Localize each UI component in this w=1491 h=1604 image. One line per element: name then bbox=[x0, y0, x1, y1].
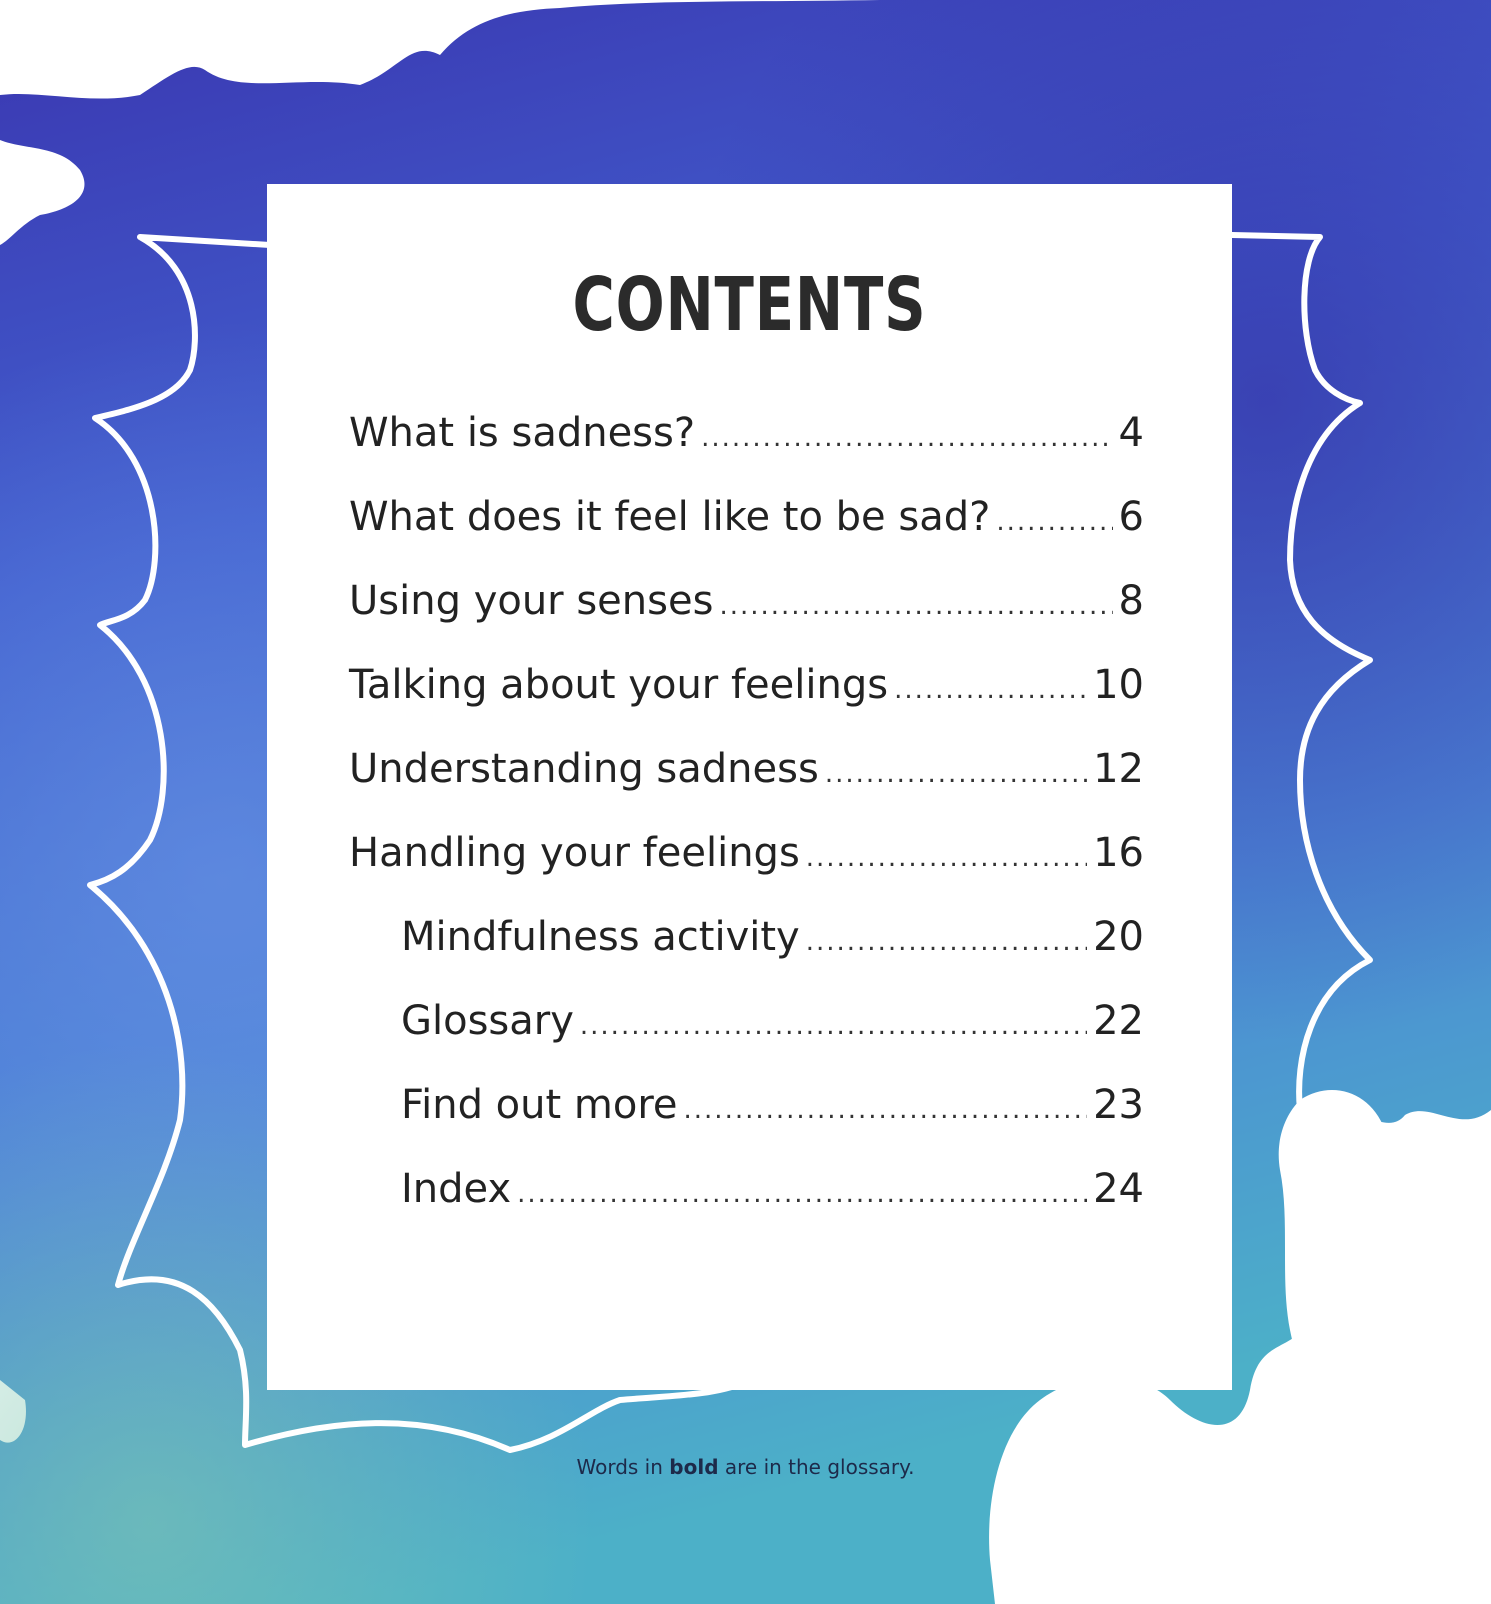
toc-entry[interactable] bbox=[349, 998, 1144, 1082]
contents-panel bbox=[267, 184, 1232, 1390]
dot-leader bbox=[580, 1011, 1087, 1041]
toc-entry[interactable] bbox=[349, 1166, 1144, 1250]
toc-entry-title: What is sadness? bbox=[349, 410, 696, 456]
dot-leader bbox=[806, 843, 1087, 873]
glossary-note bbox=[0, 1455, 1491, 1479]
toc-entry-page: 8 bbox=[1118, 578, 1144, 624]
toc-entry-title: Mindfulness activity bbox=[401, 914, 800, 960]
toc-entry[interactable] bbox=[349, 494, 1144, 578]
dot-leader bbox=[996, 507, 1112, 537]
toc-entry-title: Glossary bbox=[401, 998, 574, 1044]
toc-entry-page: 10 bbox=[1093, 662, 1144, 708]
dot-leader bbox=[701, 423, 1112, 453]
dot-leader bbox=[806, 927, 1087, 957]
toc-entry[interactable] bbox=[349, 662, 1144, 746]
toc-entry-title: Talking about your feelings bbox=[349, 662, 889, 708]
glossary-note-before: Words in bbox=[576, 1455, 663, 1479]
toc-entry-title: Index bbox=[401, 1166, 512, 1212]
toc-entry[interactable] bbox=[349, 578, 1144, 662]
toc-entry-title: Find out more bbox=[401, 1082, 678, 1128]
toc-entry-page: 20 bbox=[1093, 914, 1144, 960]
dot-leader bbox=[719, 591, 1112, 621]
toc-entry-title: Understanding sadness bbox=[349, 746, 819, 792]
toc-entry-page: 6 bbox=[1118, 494, 1144, 540]
toc-entry-page: 23 bbox=[1093, 1082, 1144, 1128]
toc-entry-page: 12 bbox=[1093, 746, 1144, 792]
toc-entry-page: 24 bbox=[1093, 1166, 1144, 1212]
toc-entry[interactable] bbox=[349, 746, 1144, 830]
dot-leader bbox=[894, 675, 1087, 705]
dot-leader bbox=[517, 1179, 1087, 1209]
glossary-note-after: are in the glossary. bbox=[724, 1455, 915, 1479]
toc-entry[interactable] bbox=[349, 1082, 1144, 1166]
glossary-note-bold: bold bbox=[669, 1455, 719, 1479]
toc-entry-title: Handling your feelings bbox=[349, 830, 800, 876]
toc-entry[interactable] bbox=[349, 914, 1144, 998]
toc-entry[interactable] bbox=[349, 830, 1144, 914]
toc-entry-page: 22 bbox=[1093, 998, 1144, 1044]
toc-entry-page: 4 bbox=[1118, 410, 1144, 456]
dot-leader bbox=[684, 1095, 1088, 1125]
page-title: CONTENTS bbox=[572, 262, 927, 348]
toc-entry[interactable] bbox=[349, 410, 1144, 494]
toc-entry-page: 16 bbox=[1093, 830, 1144, 876]
table-of-contents bbox=[349, 410, 1144, 1250]
toc-entry-title: What does it feel like to be sad? bbox=[349, 494, 991, 540]
toc-entry-title: Using your senses bbox=[349, 578, 714, 624]
dot-leader bbox=[825, 759, 1087, 789]
